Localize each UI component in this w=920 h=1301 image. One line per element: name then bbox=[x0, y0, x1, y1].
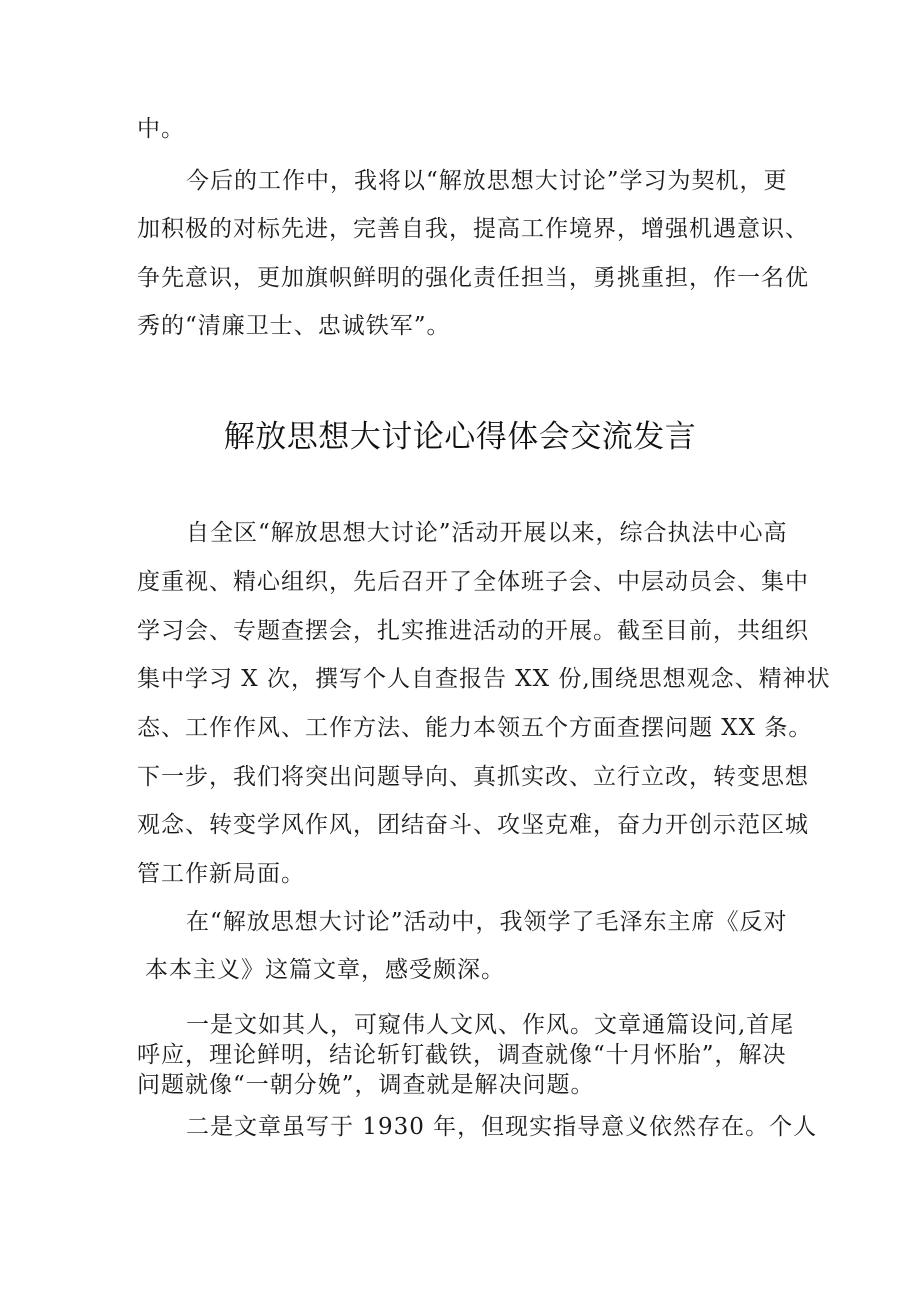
paragraph-line: 学习会、专题查摆会，扎实推进活动的开展。截至目前，共组织 bbox=[137, 618, 809, 644]
paragraph-line: 管工作新局面。 bbox=[137, 861, 305, 887]
article-title: 解放思想大讨论心得体会交流发言 bbox=[223, 419, 697, 455]
paragraph-line: 集中学习 X 次，撰写个人自查报告 XX 份,围绕思想观念、精神状 bbox=[137, 666, 831, 692]
paragraph-line: 在“解放思想大讨论”活动中，我领学了毛泽东主席《反对 bbox=[186, 909, 788, 935]
paragraph-line: 度重视、精心组织，先后召开了全体班子会、中层动员会、集中 bbox=[137, 569, 809, 595]
paragraph-line: 态、工作作风、工作方法、能力本领五个方面查摆问题 XX 条。 bbox=[137, 715, 813, 741]
paragraph-line: 本本主义》这篇文章，感受颇深。 bbox=[145, 957, 505, 983]
prev-text-line: 今后的工作中，我将以“解放思想大讨论”学习为契机，更 bbox=[186, 168, 788, 194]
paragraph-line: 观念、转变学风作风，团结奋斗、攻坚克难，奋力开创示范区城 bbox=[137, 812, 809, 838]
paragraph-line: 二是文章虽写于 1930 年，但现实指导意义依然存在。个人 bbox=[186, 1114, 818, 1140]
prev-text-line: 中。 bbox=[137, 116, 185, 142]
prev-text-line: 秀的“清廉卫士、忠诚铁军”。 bbox=[137, 313, 451, 339]
prev-text-line: 加积极的对标先进，完善自我，提高工作境界，增强机遇意识、 bbox=[137, 216, 809, 242]
paragraph-line: 问题就像“一朝分娩”，调查就是解决问题。 bbox=[137, 1072, 595, 1098]
prev-text-line: 争先意识，更加旗帜鲜明的强化责任担当，勇挑重担，作一名优 bbox=[137, 265, 809, 291]
paragraph-line: 自全区“解放思想大讨论”活动开展以来，综合执法中心高 bbox=[186, 520, 788, 546]
paragraph-line: 下一步，我们将突出问题导向、真抓实改、立行立改，转变思想 bbox=[137, 764, 809, 790]
paragraph-line: 一是文如其人，可窥伟人文风、作风。文章通篇设问,首尾 bbox=[186, 1012, 795, 1038]
paragraph-line: 呼应，理论鲜明，结论斩钉截铁，调查就像“十月怀胎”，解决 bbox=[137, 1042, 787, 1068]
